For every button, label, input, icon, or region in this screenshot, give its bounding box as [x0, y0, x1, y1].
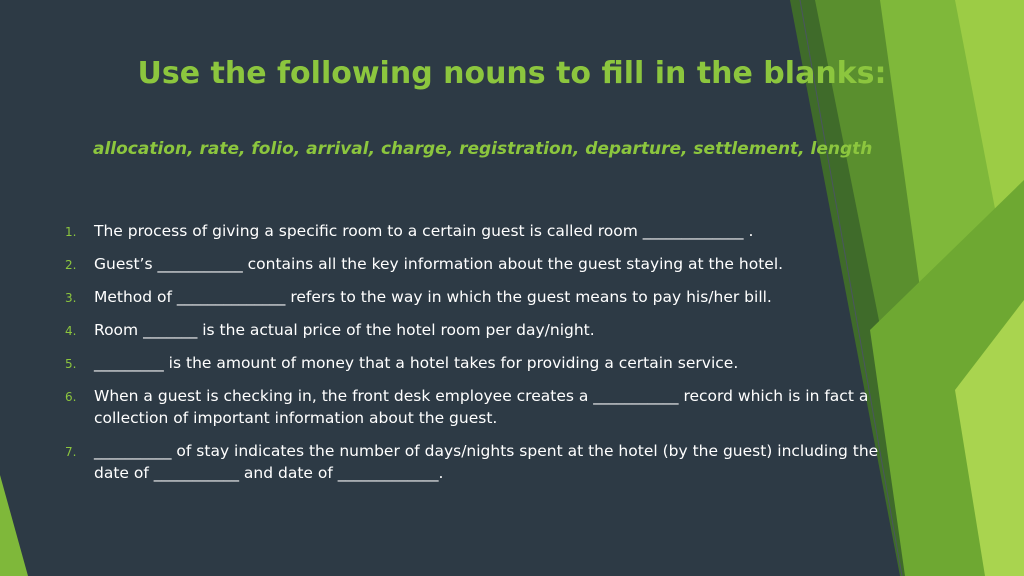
item-number: 2.: [65, 258, 77, 272]
list-item: [60, 385, 890, 429]
slide-title: Use the following nouns to fill in the blanks:: [137, 56, 887, 91]
deco-shape-left-bottom: [0, 475, 28, 576]
item-text: Method of ______________ refers to the way in which the guest means to pay his/her bill.: [94, 288, 772, 306]
item-text: __________ of stay indicates the number of days/nights spent at the hotel (by the guest) including the date of ___________ and date of _____________.: [94, 442, 879, 482]
item-text: Room _______ is the actual price of the hotel room per day/night.: [94, 321, 595, 339]
list-item: [60, 253, 890, 275]
list-item: [60, 286, 890, 308]
exercise-list: [60, 220, 890, 495]
item-number: 3.: [65, 291, 77, 305]
item-text: The process of giving a specific room to a certain guest is called room _____________ .: [94, 222, 754, 240]
item-text: When a guest is checking in, the front desk employee creates a ___________ record which is in fact a collection of important information about the guest.: [94, 387, 869, 427]
item-number: 6.: [65, 390, 77, 404]
item-number: 4.: [65, 324, 77, 338]
item-text: Guest’s ___________ contains all the key information about the guest staying at the hotel.: [94, 255, 784, 273]
item-text: _________ is the amount of money that a hotel takes for providing a certain service.: [94, 354, 739, 372]
list-item: [60, 319, 890, 341]
item-number: 7.: [65, 445, 77, 459]
item-number: 1.: [65, 225, 77, 239]
list-item: [60, 440, 890, 484]
item-number: 5.: [65, 357, 77, 371]
list-item: [60, 220, 890, 242]
noun-list: allocation, rate, folio, arrival, charge, registration, departure, settlement, length: [93, 139, 873, 159]
list-item: [60, 352, 890, 374]
